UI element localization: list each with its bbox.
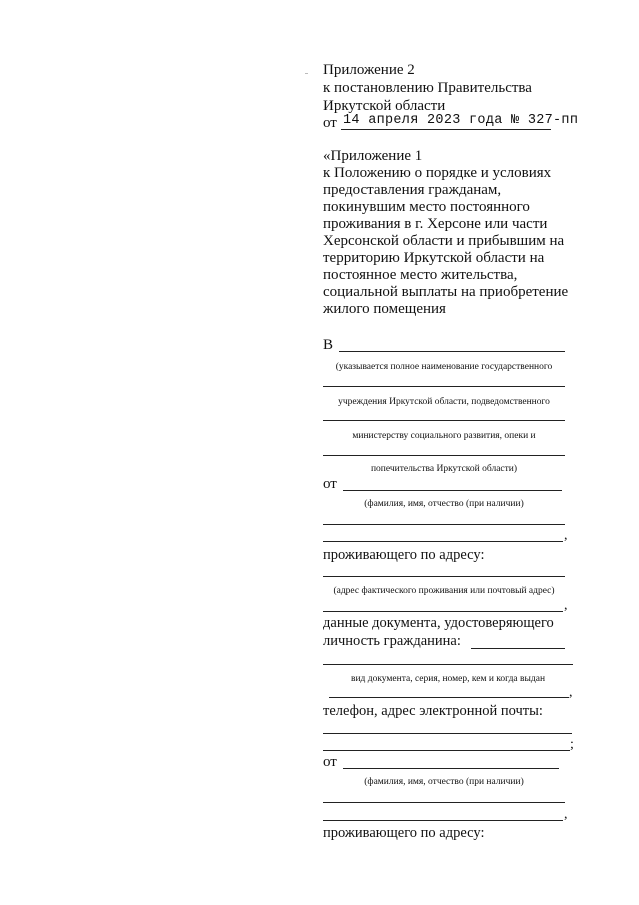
fio-2-field-line-3[interactable] (323, 820, 563, 821)
to-field-line[interactable] (339, 351, 565, 352)
fio-hint-1: (фамилия, имя, отчество (при наличии) (364, 499, 524, 509)
contact-label: телефон, адрес электронной почты: (323, 703, 543, 719)
appendix-line-6: Херсонской области и прибывшим на (323, 233, 565, 249)
appendix-line-5: проживания в г. Херсоне или части (323, 216, 548, 232)
fio-2-comma: , (564, 807, 568, 822)
institution-hint-4: попечительства Иркутской области) (370, 464, 518, 474)
address-comma: , (564, 598, 568, 613)
institution-field-line-4[interactable] (323, 455, 565, 456)
fio-2-field-line-2[interactable] (323, 802, 565, 803)
contact-semicolon: ; (570, 737, 574, 752)
appendix-line-3: предоставления гражданам, (323, 182, 502, 198)
header-from-underline (341, 129, 551, 130)
fio-field-line-1[interactable] (343, 490, 562, 491)
fio-field-line-2[interactable] (323, 524, 565, 525)
header-line-1: Приложение 2 (323, 62, 415, 78)
id-doc-label-2: личность гражданина: (323, 633, 461, 649)
header-from-prefix: от (323, 115, 337, 131)
id-doc-field-line-1[interactable] (471, 648, 565, 649)
appendix-line-9: социальной выплаты на приобретение (323, 284, 569, 300)
header-line-3: Иркутской области (323, 98, 446, 114)
id-doc-label-1: данные документа, удостоверяющего (323, 615, 554, 631)
fio-hint-2: (фамилия, имя, отчество (при наличии) (364, 777, 524, 787)
scan-mark (305, 73, 308, 74)
institution-hint-2: учреждения Иркутской области, подведомственного (338, 397, 550, 407)
appendix-line-8: постоянное место жительства, (323, 267, 518, 283)
contact-field-line-2[interactable] (323, 750, 570, 751)
from-prefix-2: от (323, 754, 337, 770)
id-doc-field-line-3[interactable] (329, 697, 569, 698)
header-from-value: 14 апреля 2023 года № 327-пп (343, 113, 579, 128)
address-label-1: проживающего по адресу: (323, 547, 485, 563)
address-label-2: проживающего по адресу: (323, 825, 485, 841)
id-doc-field-line-2[interactable] (323, 664, 573, 665)
appendix-line-4: покинувшим место постоянного (323, 199, 530, 215)
appendix-line-1: «Приложение 1 (323, 148, 423, 164)
id-doc-comma: , (569, 685, 573, 700)
fio-comma: , (564, 528, 568, 543)
fio-field-line-3[interactable] (323, 541, 563, 542)
appendix-line-10: жилого помещения (323, 301, 446, 317)
header-line-2: к постановлению Правительства (323, 80, 532, 96)
id-doc-hint: вид документа, серия, номер, кем и когда выдан (350, 674, 546, 684)
institution-field-line-3[interactable] (323, 420, 565, 421)
institution-hint-1: (указывается полное наименование государственного (335, 362, 553, 372)
address-field-line-2[interactable] (323, 611, 563, 612)
to-prefix: В (323, 337, 334, 353)
appendix-line-7: территорию Иркутской области на (323, 250, 545, 266)
from-prefix-1: от (323, 476, 337, 492)
address-hint: (адрес фактического проживания или почтовый адрес) (333, 586, 555, 596)
address-field-line-1[interactable] (323, 576, 565, 577)
institution-hint-3: министерству социального развития, опеки и (352, 431, 536, 441)
appendix-line-2: к Положению о порядке и условиях (323, 165, 552, 181)
fio-2-field-line-1[interactable] (343, 768, 559, 769)
institution-field-line-2[interactable] (323, 386, 565, 387)
contact-field-line-1[interactable] (323, 733, 572, 734)
